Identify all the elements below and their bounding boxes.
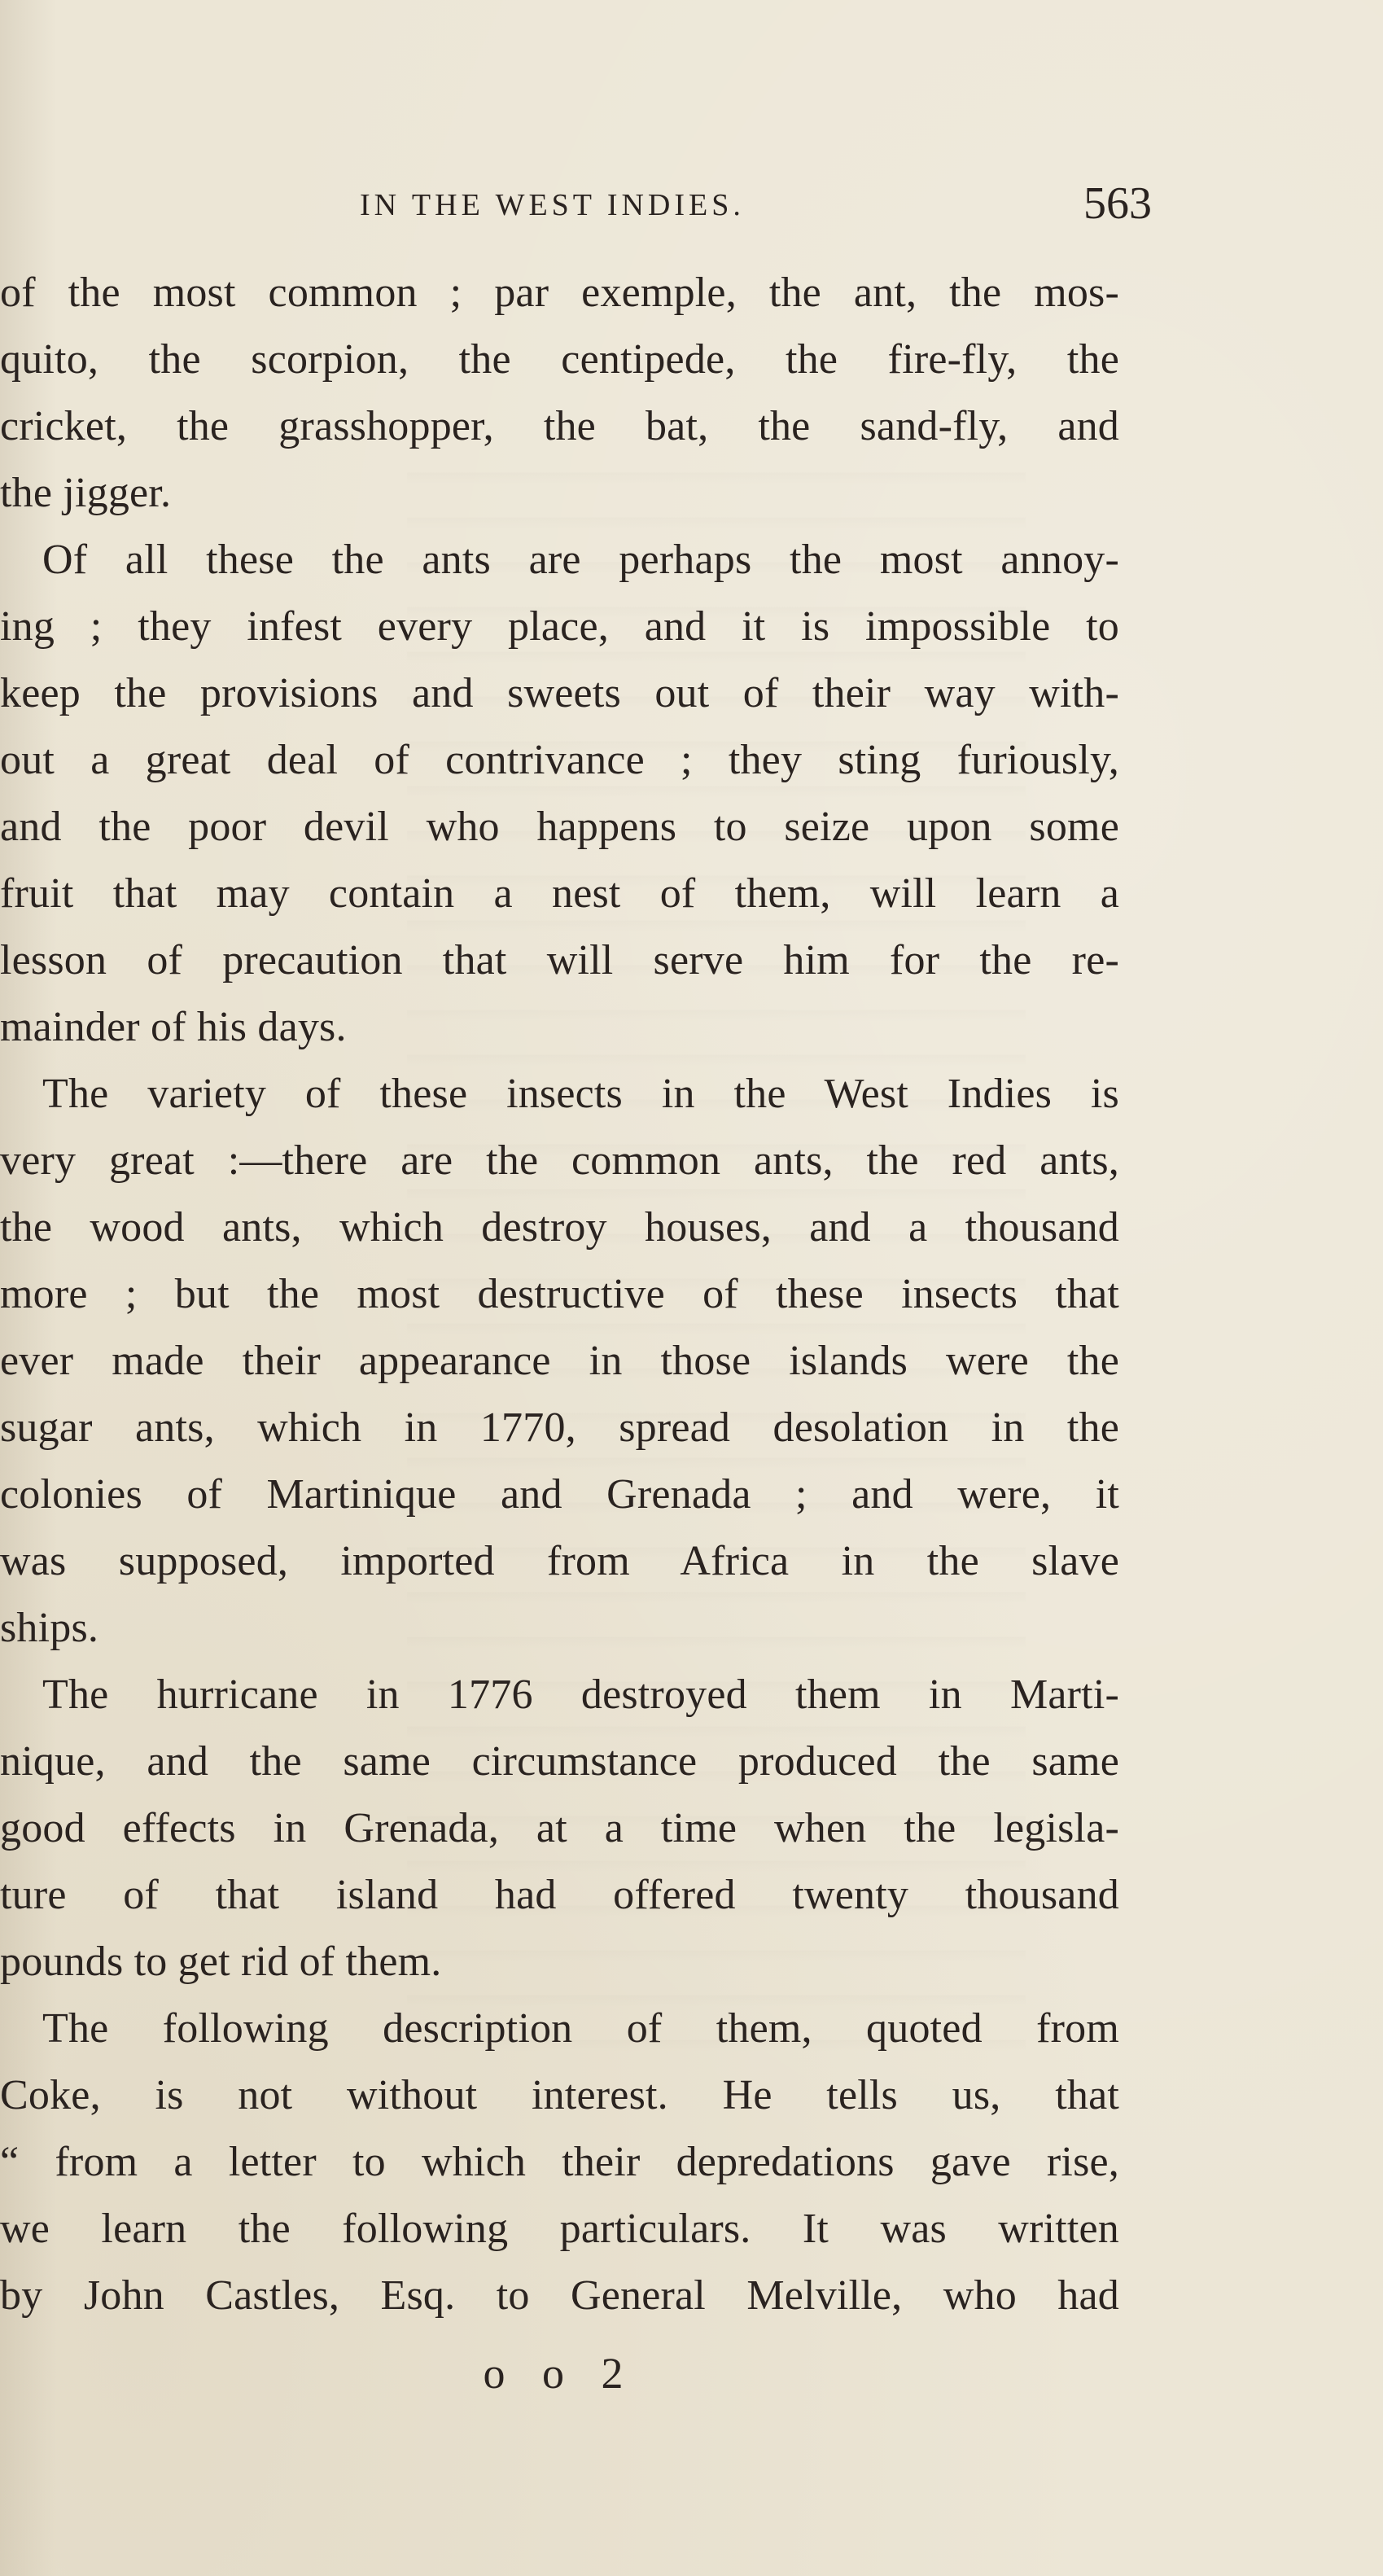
text-line: very great :—there are the common ants, the red ants, bbox=[0, 1137, 1119, 1184]
text-line: out a great deal of contrivance ; they sting furiously, bbox=[0, 737, 1119, 783]
text-line: keep the provisions and sweets out of their way with- bbox=[0, 670, 1119, 716]
text-line: mainder of his days. bbox=[0, 1004, 347, 1050]
signature-mark: o o 2 bbox=[483, 2349, 637, 2398]
text-line: the jigger. bbox=[0, 470, 172, 516]
page-number: 563 bbox=[1083, 178, 1152, 229]
text-line: good effects in Grenada, at a time when the legisla- bbox=[0, 1805, 1119, 1851]
text-line: The variety of these insects in the West Indies is bbox=[42, 1071, 1119, 1117]
text-line: nique, and the same circumstance produced the same bbox=[0, 1738, 1119, 1785]
text-line: ships. bbox=[0, 1605, 99, 1651]
text-line: pounds to get rid of them. bbox=[0, 1939, 442, 1985]
text-line: The following description of them, quoted from bbox=[42, 2005, 1119, 2052]
text-line: and the poor devil who happens to seize upon some bbox=[0, 804, 1119, 850]
running-header bbox=[33, 174, 1152, 229]
running-title: IN THE WEST INDIES. bbox=[360, 188, 745, 222]
text-line: lesson of precaution that will serve him for the re- bbox=[0, 937, 1119, 984]
text-line: “ from a letter to which their depredations gave rise, bbox=[0, 2139, 1119, 2185]
text-line: was supposed, imported from Africa in the slave bbox=[0, 1538, 1119, 1584]
text-line: colonies of Martinique and Grenada ; and were, it bbox=[0, 1471, 1119, 1518]
text-line: ing ; they infest every place, and it is impossible to bbox=[0, 603, 1119, 650]
text-line: cricket, the grasshopper, the bat, the sand-fly, and bbox=[0, 403, 1119, 449]
text-line: ture of that island had offered twenty thousand bbox=[0, 1872, 1119, 1918]
text-line: by John Castles, Esq. to General Melville, who had bbox=[0, 2272, 1119, 2319]
text-line: The hurricane in 1776 destroyed them in Marti- bbox=[42, 1671, 1119, 1718]
text-line: of the most common ; par exemple, the ant, the mos- bbox=[0, 269, 1119, 316]
text-line: quito, the scorpion, the centipede, the fire-fly, the bbox=[0, 336, 1119, 383]
text-line: ever made their appearance in those islands were the bbox=[0, 1338, 1119, 1384]
text-line: more ; but the most destructive of these insects that bbox=[0, 1271, 1119, 1317]
text-line: sugar ants, which in 1770, spread desolation in the bbox=[0, 1404, 1119, 1451]
text-line: Of all these the ants are perhaps the most annoy- bbox=[42, 537, 1119, 583]
text-line: the wood ants, which destroy houses, and a thousand bbox=[0, 1204, 1119, 1251]
text-line: Coke, is not without interest. He tells us, that bbox=[0, 2072, 1119, 2118]
text-line: we learn the following particulars. It was written bbox=[0, 2206, 1119, 2252]
text-line: fruit that may contain a nest of them, will learn a bbox=[0, 870, 1119, 917]
